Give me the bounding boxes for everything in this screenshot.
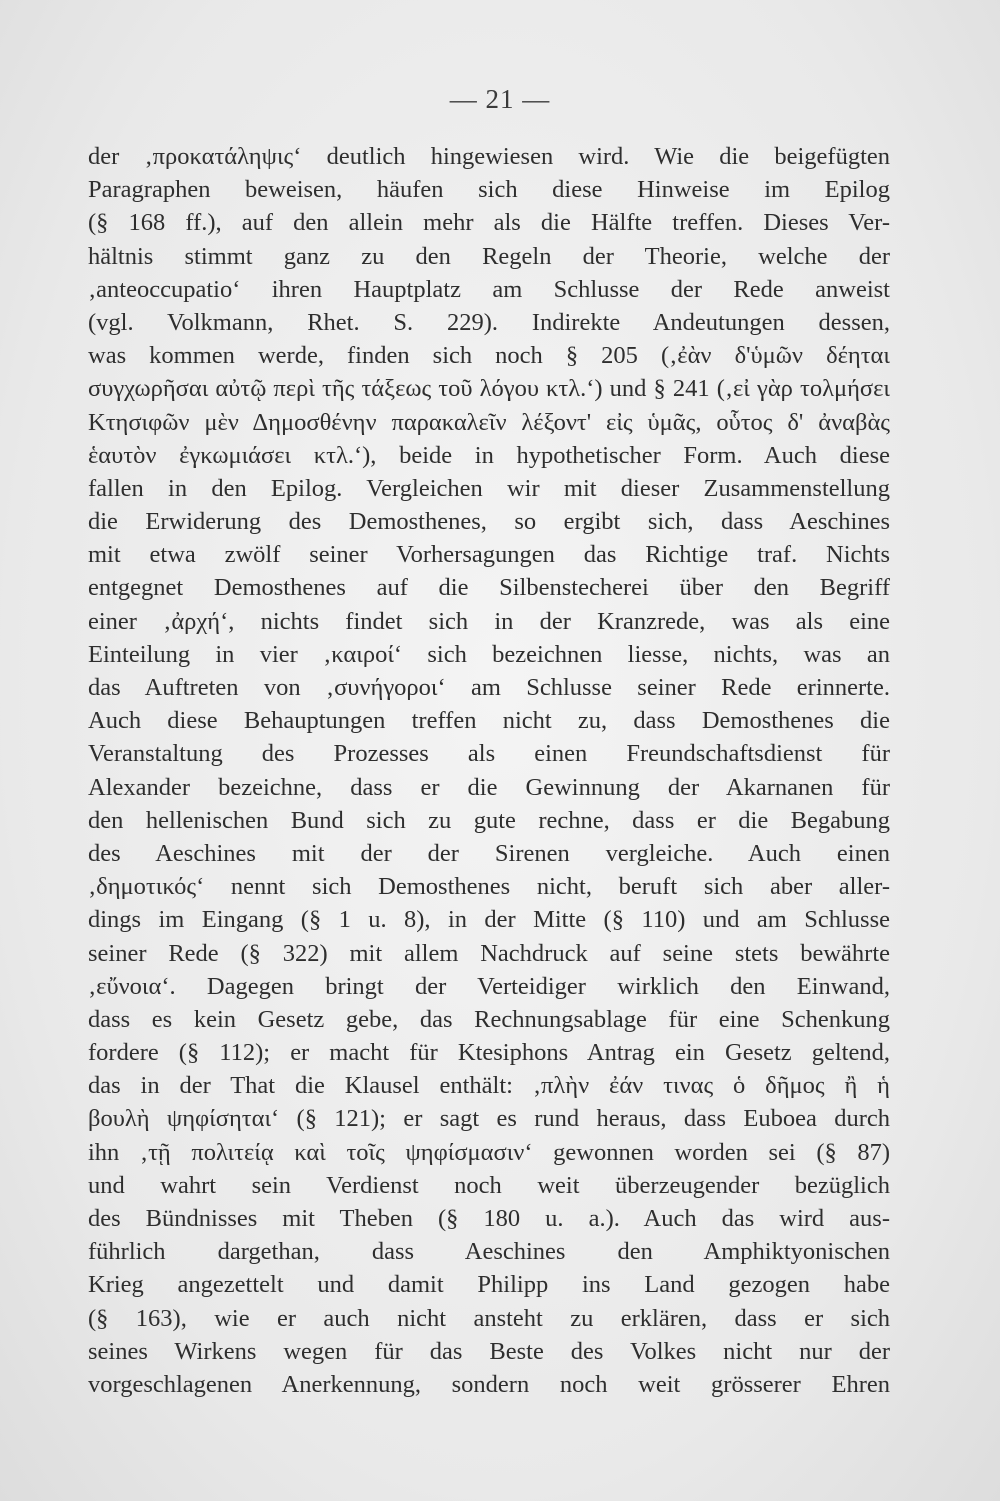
text-line: dass es kein Gesetz gebe, das Rechnungsablage für eine Schenkung xyxy=(88,1005,890,1033)
text-line: συγχωρῆσαι αὐτῷ περὶ τῆς τάξεως τοῦ λόγου κτλ.‘) und § 241 (‚εἰ γὰρ τολμήσει xyxy=(88,375,890,403)
text-line: fallen in den Epilog. Vergleichen wir mit dieser Zusammenstellung xyxy=(88,474,890,502)
text-line: mit etwa zwölf seiner Vorhersagungen das Richtige traf. Nichts xyxy=(88,541,890,569)
text-line: (§ 168 ff.), auf den allein mehr als die Hälfte treffen. Dieses Ver- xyxy=(88,209,890,237)
text-line: Krieg angezettelt und damit Philipp ins Land gezogen habe xyxy=(88,1271,890,1299)
text-line: führlich dargethan, dass Aeschines den Amphiktyonischen xyxy=(88,1238,890,1266)
text-line: den hellenischen Bund sich zu gute rechne, dass er die Begabung xyxy=(88,806,890,834)
page-number: — 21 — xyxy=(449,84,551,114)
text-line: das in der That die Klausel enthält: ‚πλὴν ἐάν τινας ὁ δῆμος ἢ ἡ xyxy=(88,1072,890,1100)
text-line: einer ‚ἀρχή‘, nichts findet sich in der Kranzrede, was als eine xyxy=(88,607,890,635)
text-line: Alexander bezeichne, dass er die Gewinnung der Akarnanen für xyxy=(88,773,890,801)
text-line: βουλὴ ψηφίσηται‘ (§ 121); er sagt es rund heraus, dass Euboea durch xyxy=(88,1105,890,1133)
text-line: fordere (§ 112); er macht für Ktesiphons Antrag ein Gesetz geltend, xyxy=(88,1039,890,1067)
text-line: (vgl. Volkmann, Rhet. S. 229). Indirekte Andeutungen dessen, xyxy=(88,308,890,336)
text-line: ‚anteoccupatio‘ ihren Hauptplatz am Schlusse der Rede anweist xyxy=(88,275,890,303)
body-text xyxy=(88,140,890,1401)
text-line: ‚εὔνοια‘. Dagegen bringt der Verteidiger wirklich den Einwand, xyxy=(88,972,890,1000)
text-line: und wahrt sein Verdienst noch weit überzeugender bezüglich xyxy=(88,1171,890,1199)
text-line: ihn ‚τῇ πολιτείᾳ καὶ τοῖς ψηφίσμασιν‘ gewonnen worden sei (§ 87) xyxy=(88,1138,890,1166)
text-line: ἑαυτὸν ἐγκωμιάσει κτλ.‘), beide in hypothetischer Form. Auch diese xyxy=(88,441,890,469)
text-line: Einteilung in vier ‚καιροί‘ sich bezeichnen liesse, nichts, was an xyxy=(88,640,890,668)
text-line: der ‚προκατάληψις‘ deutlich hingewiesen wird. Wie die beigefügten xyxy=(88,143,890,170)
text-line: vorgeschlagenen Anerkennung, sondern noch weit grösserer Ehren xyxy=(88,1370,890,1398)
text-line: seiner Rede (§ 322) mit allem Nachdruck auf seine stets bewährte xyxy=(88,939,890,967)
text-line: was kommen werde, finden sich noch § 205 (‚ἐὰν δ'ὑμῶν δέηται xyxy=(88,342,890,370)
text-line: Auch diese Behauptungen treffen nicht zu, dass Demosthenes die xyxy=(88,707,890,735)
text-line: ‚δημοτικός‘ nennt sich Demosthenes nicht, beruft sich aber aller- xyxy=(88,873,890,901)
text-line: das Auftreten von ‚συνήγοροι‘ am Schlusse seiner Rede erinnerte. xyxy=(88,674,890,701)
text-line: (§ 163), wie er auch nicht ansteht zu erklären, dass er sich xyxy=(88,1304,890,1332)
text-line: entgegnet Demosthenes auf die Silbenstecherei über den Begriff xyxy=(88,574,890,602)
text-line: dings im Eingang (§ 1 u. 8), in der Mitte (§ 110) und am Schlusse xyxy=(88,906,890,934)
text-line: hältnis stimmt ganz zu den Regeln der Theorie, welche der xyxy=(88,242,890,270)
text-line: seines Wirkens wegen für das Beste des Volkes nicht nur der xyxy=(88,1337,890,1365)
text-line: Κτησιφῶν μὲν Δημοσθένην παρακαλεῖν λέξοντ' εἰς ὑμᾶς, οὗτος δ' ἀναβὰς xyxy=(88,408,890,436)
text-line: die Erwiderung des Demosthenes, so ergibt sich, dass Aeschines xyxy=(88,508,890,536)
text-line: Paragraphen beweisen, häufen sich diese Hinweise im Epilog xyxy=(88,176,890,204)
text-line: Veranstaltung des Prozesses als einen Freundschaftsdienst für xyxy=(88,740,890,768)
text-line: des Bündnisses mit Theben (§ 180 u. a.). Auch das wird aus- xyxy=(88,1205,890,1232)
text-line: des Aeschines mit der der Sirenen vergleiche. Auch einen xyxy=(88,839,890,867)
